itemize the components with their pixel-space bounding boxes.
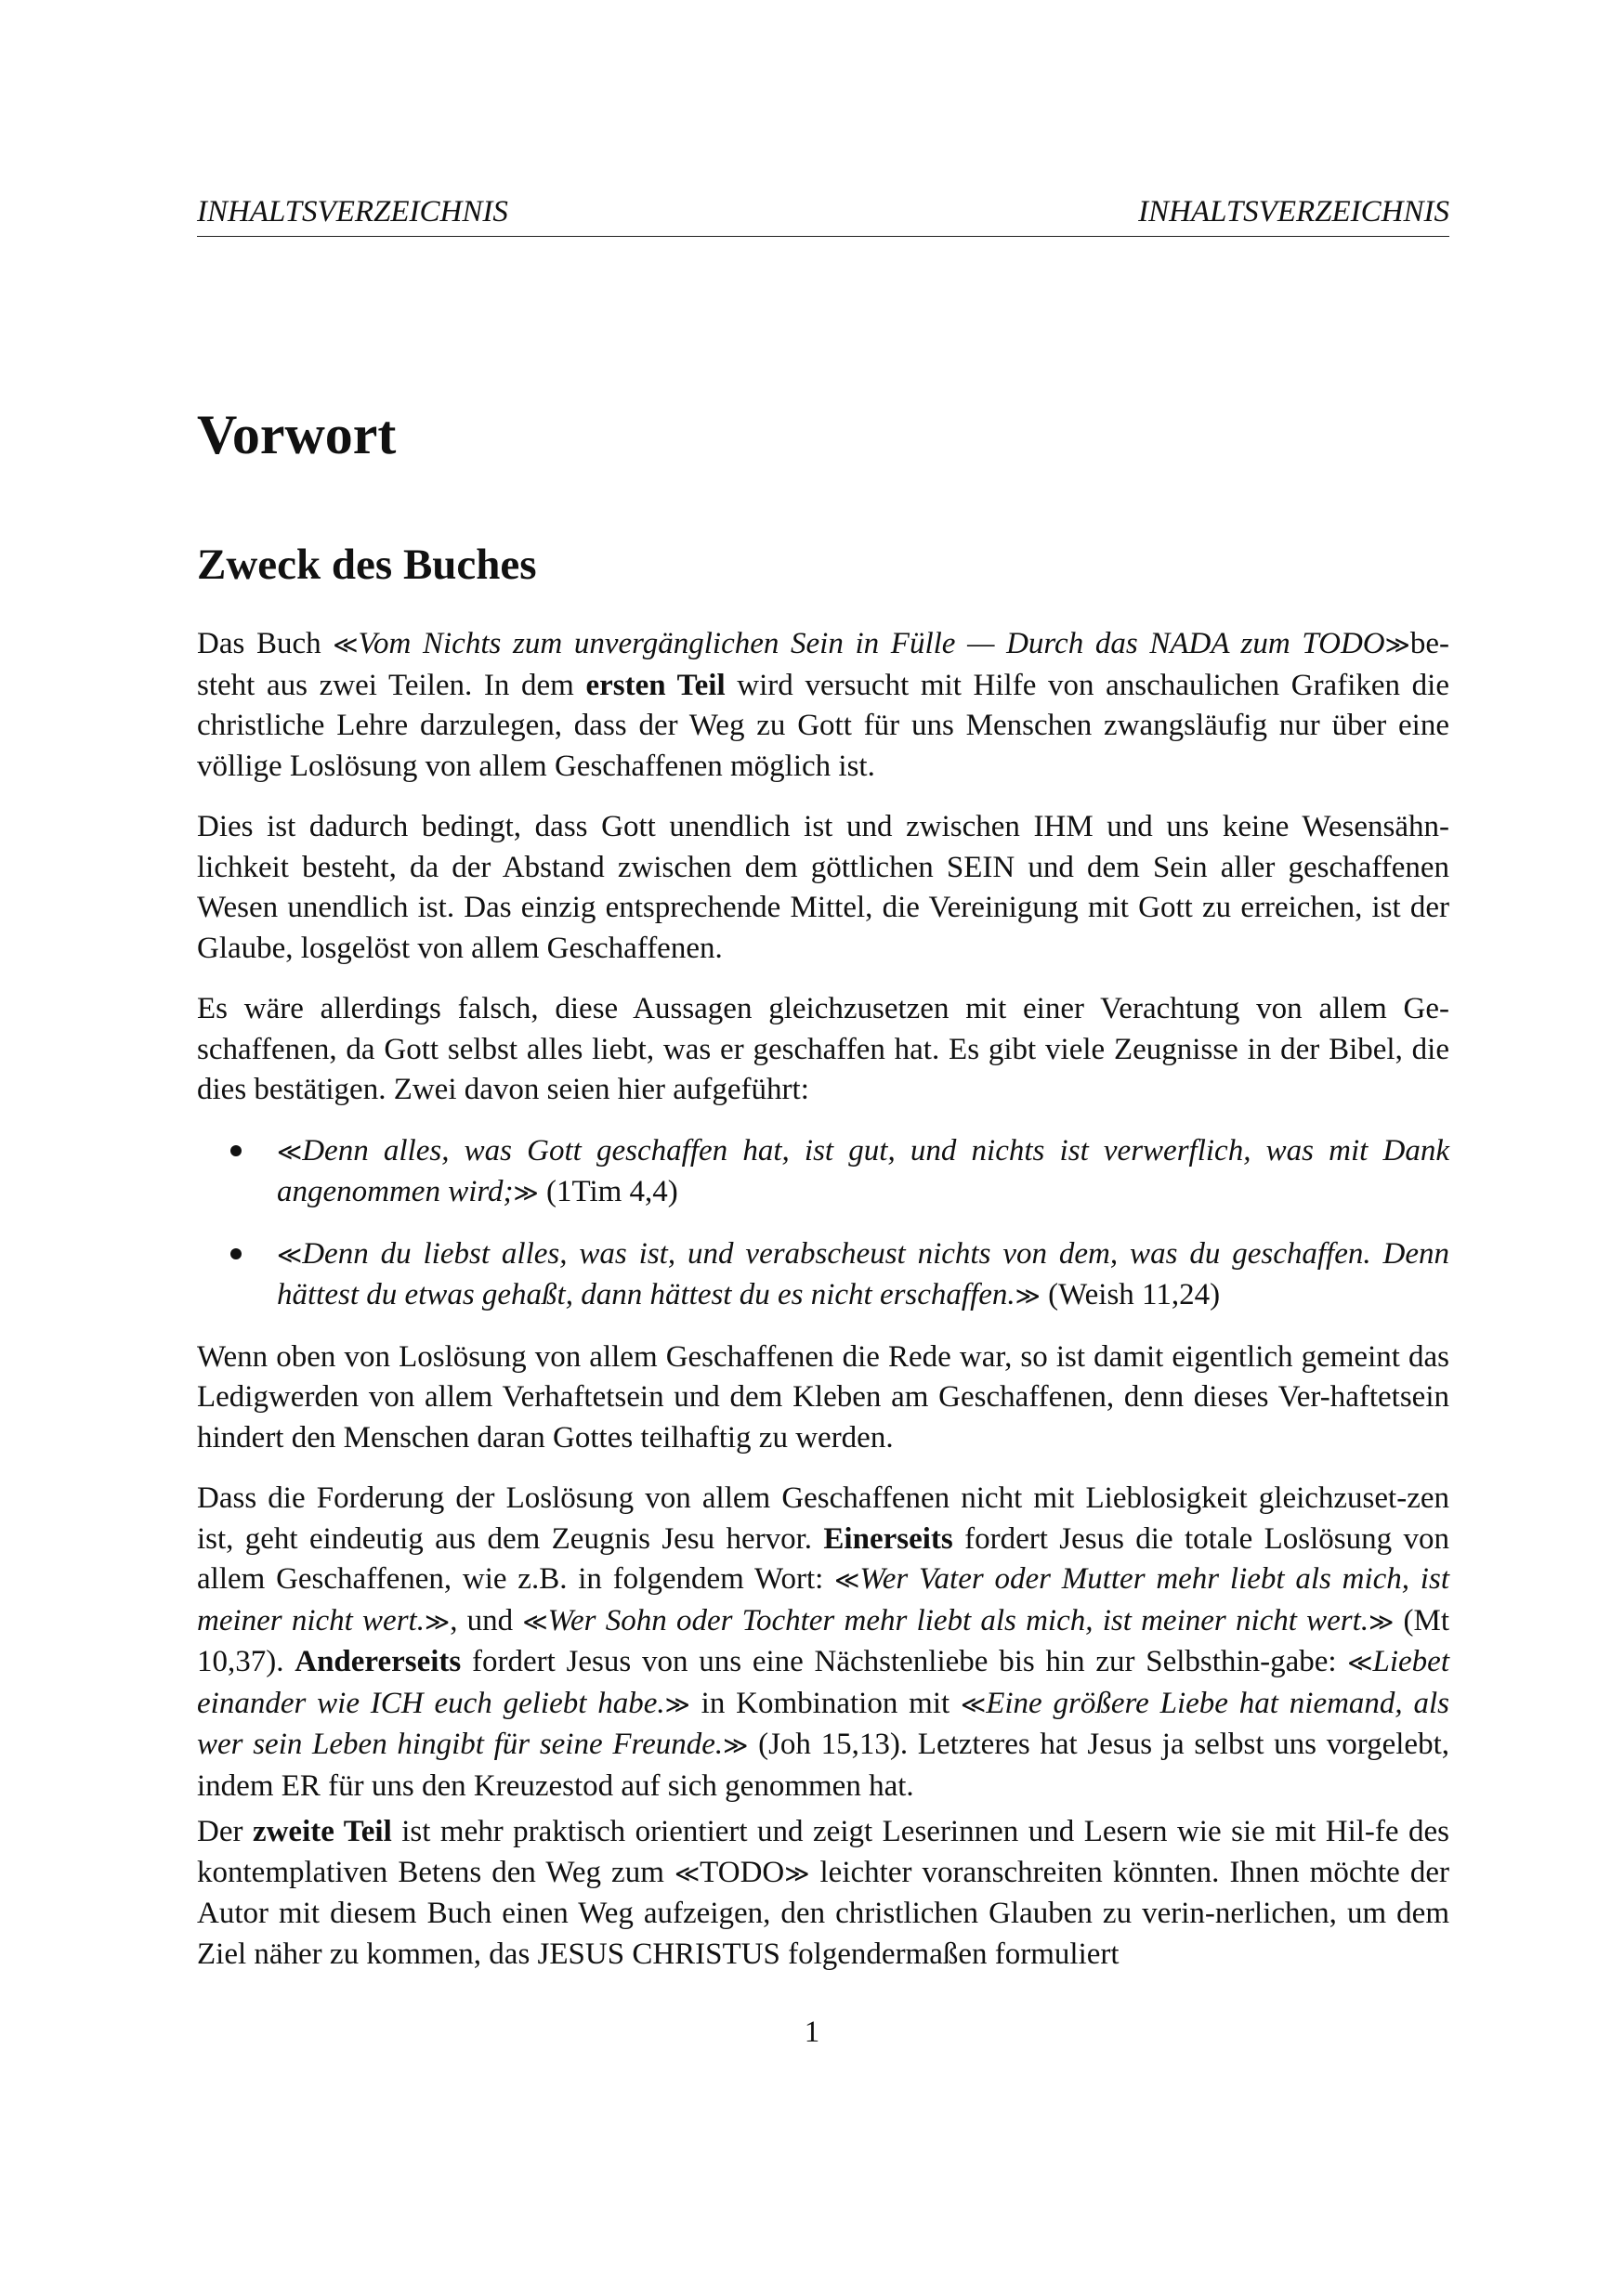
quote-text: Denn du liebst alles, was ist, und verabscheust nichts von dem, was du geschaffen. Denn hättest du etwas gehaßt, dann hättest du es nicht erschaffen. — [277, 1236, 1449, 1311]
text-run: fordert Jesus von uns eine Nächstenliebe bis hin zur Selbsthin-gabe: — [461, 1645, 1348, 1678]
section-title: Zweck des Buches — [197, 541, 537, 589]
text-run: in Kombination mit — [689, 1686, 962, 1720]
text-run: (Joh 15,13). Letzteres hat Jesus ja selbst uns vorgelebt, indem ER für uns den Kreuzestod auf sich genommen hat. — [197, 1728, 1449, 1803]
bible-quote-list — [197, 1131, 1449, 1317]
guillemet-open: ≪ — [333, 632, 359, 659]
guillemet-open: ≪ — [277, 1138, 303, 1166]
guillemet-open: ≪ — [277, 1241, 303, 1269]
text-run: fordert Jesus die totale Loslösung von allem Geschaffenen, wie z.B. in folgendem Wort: — [197, 1521, 1449, 1596]
quote-inline: Wer Vater oder Mutter mehr liebt als mich, ist meiner nicht wert. — [197, 1562, 1449, 1637]
text-run: Dass die Forderung der Loslösung von allem Geschaffenen nicht mit Lieblosigkeit gleichzuset-zen ist, geht eindeutig aus dem Zeugnis Jesu hervor. — [197, 1481, 1449, 1556]
guillemet-close: ≫ — [723, 1732, 749, 1759]
guillemet-open: ≪ — [834, 1567, 860, 1594]
chapter-title: Vorwort — [197, 404, 397, 465]
paragraph-6 — [197, 1812, 1449, 1975]
quote-inline: Eine größere Liebe hat niemand, als wer sein Leben hingibt für seine Freunde. — [197, 1686, 1450, 1761]
quote-text: Denn alles, was Gott geschaffen hat, ist gut, und nichts ist verwerflich, was mit Dank angenommen wird; — [277, 1133, 1449, 1208]
guillemet-close: ≫ — [784, 1859, 810, 1887]
quote-inline: Wer Sohn oder Tochter mehr liebt als mich, ist meiner nicht wert. — [547, 1603, 1369, 1637]
emphasis-andererseits: Andererseits — [295, 1645, 462, 1678]
text-run: ist mehr praktisch orientiert und zeigt Leserinnen und Lesern wie sie mit Hil-fe des kontemplativen Betens den Weg zum — [197, 1815, 1450, 1889]
text-run: , und — [450, 1603, 523, 1637]
quote-inline: Liebet einander wie ICH euch geliebt habe. — [197, 1645, 1449, 1720]
guillemet-open: ≪ — [961, 1690, 987, 1718]
guillemet-close: ≫ — [1384, 632, 1410, 659]
guillemet-close: ≫ — [664, 1690, 690, 1718]
text-run: leichter voranschreiten könnten. Ihnen möchte der Autor mit diesem Buch einen Weg aufzeigen, den christlichen Glauben zu verin-nerlichen, um dem Ziel näher zu kommen, das JESUS CHRISTUS folgendermaßen formuliert — [197, 1855, 1449, 1971]
bullet-icon — [230, 1145, 242, 1156]
emphasis-second-part: zweite Teil — [252, 1815, 392, 1848]
emphasis-einerseits: Einerseits — [823, 1521, 953, 1556]
paragraph-4: Wenn oben von Loslösung von allem Geschaffenen die Rede war, so ist damit eigentlich gemeint das Ledigwerden von allem Verhaftetsein und dem Kleben am Geschaffenen, denn dieses Ver-haftetsein hindert den Menschen daran Gottes teilhaftig zu werden. — [197, 1339, 1449, 1455]
quote-inline: TODO — [700, 1855, 785, 1889]
guillemet-close: ≫ — [1015, 1283, 1041, 1310]
header-left-title: INHALTSVERZEICHNIS — [197, 195, 508, 228]
guillemet-open: ≪ — [522, 1608, 548, 1636]
guillemet-close: ≫ — [424, 1608, 451, 1636]
text-run: wird versucht mit Hilfe von anschaulichen Grafiken die christliche Lehre darzulegen, dass der Weg zu Gott für uns Menschen zwangsläufig nur über eine völlige Loslösung von allem Geschaffenen möglich ist. — [197, 668, 1449, 783]
quote-reference: (1Tim 4,4) — [545, 1175, 678, 1208]
emphasis-first-part: ersten Teil — [585, 668, 726, 702]
paragraph-2: Dies ist dadurch bedingt, dass Gott unendlich ist und zwischen IHM und uns keine Wesensähn-lichkeit besteht, da der Abstand zwischen dem göttlichen SEIN und dem Sein aller geschaffenen Wesen unendlich ist. Das einzig entsprechende Mittel, die Vereinigung mit Gott zu erreichen, ist der Glaube, losgelöst von allem Geschaffenen. — [197, 810, 1449, 965]
guillemet-open: ≪ — [674, 1859, 701, 1887]
page-number: 1 — [804, 2016, 820, 2049]
text-run: be-steht aus zwei Teilen. In dem — [197, 627, 1450, 702]
paragraph-3: Es wäre allerdings falsch, diese Aussagen gleichzusetzen mit einer Verachtung von allem Ge-schaffenen, da Gott selbst alles liebt, was er geschaffen hat. Es gibt viele Zeugnisse in der Bibel, die dies bestätigen. Zwei davon seien hier aufgeführt: — [197, 992, 1449, 1106]
book-title: Vom Nichts zum unvergänglichen Sein in Fülle — Durch das NADA zum TODO — [358, 627, 1385, 660]
body-text — [197, 624, 1449, 1995]
guillemet-close: ≫ — [1369, 1608, 1395, 1636]
text-run: (Mt 10,37). — [197, 1603, 1450, 1678]
guillemet-open: ≪ — [1347, 1650, 1373, 1676]
bullet-icon — [230, 1248, 242, 1259]
text-run: Der — [197, 1815, 253, 1848]
paragraph-5 — [197, 1479, 1449, 1807]
text-run: Das Buch — [197, 627, 334, 660]
list-item — [277, 1131, 1449, 1214]
header-right-title: INHALTSVERZEICHNIS — [1138, 195, 1449, 228]
quote-reference: (Weish 11,24) — [1048, 1278, 1221, 1311]
list-item — [277, 1234, 1449, 1317]
guillemet-close: ≫ — [513, 1180, 539, 1207]
running-header — [197, 193, 1449, 237]
paragraph-1 — [197, 624, 1449, 787]
